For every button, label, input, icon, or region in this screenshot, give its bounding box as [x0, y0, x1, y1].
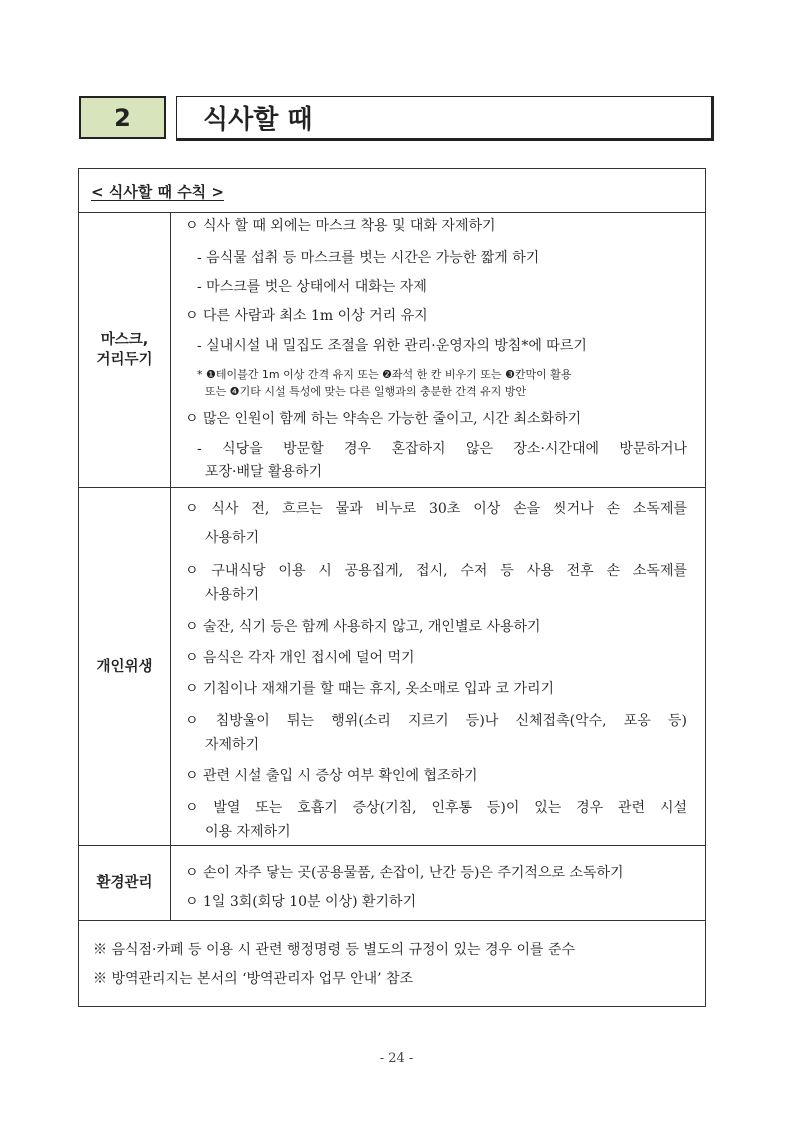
- list-item: - 식당을 방문할 경우 혼잡하지 않은 장소·시간대에 방문하거나: [197, 441, 687, 457]
- footer-note: ※ 음식점·카페 등 이용 시 관련 행정명령 등 별도의 규정이 있는 경우 이를 준수: [93, 942, 576, 958]
- list-item: ㅇ 많은 인원이 함께 하는 약속은 가능한 줄이고, 시간 최소화하기: [185, 411, 582, 427]
- footer-note: ※ 방역관리지는 본서의 ‘방역관리자 업무 안내’ 참조: [93, 971, 414, 987]
- personal-hygiene-content: [171, 488, 705, 845]
- environment-content: [171, 846, 705, 920]
- section-title: 식사할 때: [176, 96, 714, 141]
- list-item: ㅇ 기침이나 재채기를 할 때는 휴지, 옷소매로 입과 코 가리기: [185, 681, 555, 697]
- list-item: ㅇ 구내식당 이용 시 공용집게, 접시, 수저 등 사용 전후 손 소독제를: [185, 563, 687, 579]
- list-item: 이용 자제하기: [205, 824, 291, 840]
- list-item: - 실내시설 내 밀집도 조절을 위한 관리·운영자의 방침*에 따르기: [197, 338, 587, 354]
- box-title: < 식사할 때 수칙 >: [91, 183, 224, 201]
- list-item: 자제하기: [205, 737, 260, 753]
- list-item: - 마스크를 벗은 상태에서 대화는 자제: [197, 279, 427, 295]
- category-personal-hygiene: 개인위생: [79, 488, 171, 845]
- list-item: ㅇ 손이 자주 닿는 곳(공용물품, 손잡이, 난간 등)은 주기적으로 소독하기: [185, 865, 624, 881]
- category-environment: 환경관리: [79, 846, 171, 920]
- list-item: ㅇ 관련 시설 출입 시 증상 여부 확인에 협조하기: [185, 768, 478, 784]
- page-number: - 24 -: [379, 1051, 414, 1066]
- category-mask-line1: 마스크,: [100, 332, 149, 348]
- list-item: - 음식물 섭취 등 마스크를 벗는 시간은 가능한 짧게 하기: [197, 250, 540, 266]
- category-mask-distancing: [79, 213, 171, 487]
- list-item: ㅇ 발열 또는 호흡기 증상(기침, 인후통 등)이 있는 경우 관련 시설: [185, 800, 687, 816]
- list-item: 사용하기: [205, 587, 260, 603]
- note-line: * ❶테이블간 1m 이상 간격 유지 또는 ❷좌석 한 칸 비우기 또는 ❸칸막이 활용: [197, 368, 572, 381]
- list-item: ㅇ 식사 전, 흐르는 물과 비누로 30초 이상 손을 씻거나 손 소독제를: [185, 501, 687, 517]
- rules-table: [78, 168, 706, 1007]
- list-item: ㅇ 다른 사람과 최소 1m 이상 거리 유지: [185, 308, 428, 324]
- mask-distancing-row: [79, 212, 705, 487]
- section-number: 2: [79, 96, 166, 139]
- list-item: ㅇ 침방울이 튀는 행위(소리 지르기 등)나 신체접촉(악수, 포옹 등): [185, 713, 687, 729]
- category-mask-line2: 거리두기: [96, 352, 153, 368]
- list-item: 포장·배달 활용하기: [205, 464, 323, 480]
- list-item: ㅇ 식사 할 때 외에는 마스크 착용 및 대화 자제하기: [185, 218, 496, 234]
- environment-row: [79, 845, 705, 920]
- personal-hygiene-row: [79, 487, 705, 845]
- list-item: ㅇ 술잔, 식기 등은 함께 사용하지 않고, 개인별로 사용하기: [185, 619, 541, 635]
- note-line: 또는 ❹기타 시설 특성에 맞는 다른 일행과의 충분한 간격 유지 방안: [205, 385, 527, 398]
- mask-distancing-content: [171, 213, 705, 487]
- footer-notes-row: [79, 920, 705, 1006]
- list-item: ㅇ 음식은 각자 개인 접시에 덜어 먹기: [185, 650, 415, 666]
- list-item: 사용하기: [205, 530, 260, 546]
- list-item: ㅇ 1일 3회(회당 10분 이상) 환기하기: [185, 894, 417, 910]
